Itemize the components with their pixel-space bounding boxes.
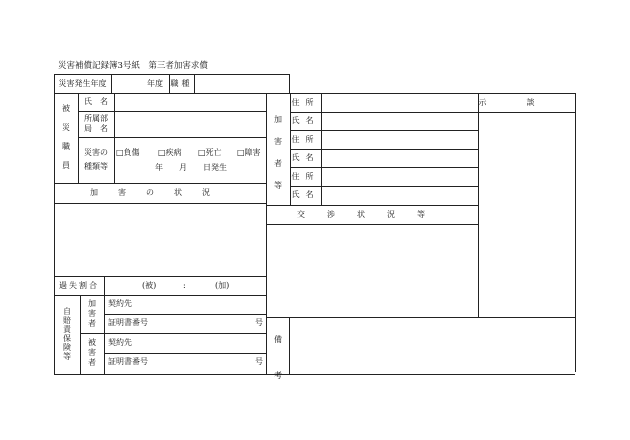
name-label-2: 氏名 xyxy=(291,153,320,162)
name-label-3: 氏名 xyxy=(291,190,320,199)
rule xyxy=(54,276,266,277)
perp-cert-suffix: 号 xyxy=(255,318,263,327)
insurance-side-label: 自賠責保険等 xyxy=(63,307,71,361)
rule xyxy=(290,149,478,150)
address-label-3: 住所 xyxy=(291,172,320,181)
victim-name-label: 氏 名 xyxy=(84,97,108,106)
rule xyxy=(54,183,266,184)
rule xyxy=(266,224,478,225)
rule xyxy=(290,186,478,187)
rule xyxy=(54,374,575,375)
rule xyxy=(290,130,478,131)
fault-label: 過失割合 xyxy=(59,281,99,290)
rule xyxy=(78,137,266,138)
rule xyxy=(80,333,266,334)
rule xyxy=(266,317,575,318)
disaster-type-label-1: 災害の xyxy=(84,148,108,157)
rule xyxy=(54,203,266,204)
victim-cert-suffix: 号 xyxy=(255,357,263,366)
rule xyxy=(266,205,478,206)
year-suffix: 年度 xyxy=(147,79,163,88)
negotiation-label: 交渉状況等 xyxy=(297,210,447,219)
fault-victim: (被) xyxy=(142,281,157,290)
insurance-perpetrator-label: 加害者 xyxy=(88,299,96,328)
rule xyxy=(54,74,290,75)
rule xyxy=(114,93,115,183)
victim-side-label: 被災職員 xyxy=(62,104,70,170)
rule xyxy=(54,93,575,94)
rule xyxy=(289,317,290,374)
option-death[interactable]: □死亡 xyxy=(198,148,222,157)
form-title: 災害補償記録簿3号紙 第三者加害求償 xyxy=(58,61,208,71)
name-label-1: 氏名 xyxy=(291,116,320,125)
rule xyxy=(290,167,478,168)
address-label-1: 住所 xyxy=(291,98,320,107)
rule xyxy=(290,112,478,113)
perp-contract-label: 契約先 xyxy=(108,299,132,308)
fault-perpetrator: (加) xyxy=(215,281,230,290)
rule xyxy=(104,314,266,315)
rule xyxy=(78,111,266,112)
dept-label-2: 局 名 xyxy=(84,124,108,133)
job-label: 職種 xyxy=(170,79,193,88)
address-label-2: 住所 xyxy=(291,135,320,144)
settlement-label: 示談 xyxy=(478,98,575,107)
situation-label: 加害の状況 xyxy=(90,188,230,197)
option-illness[interactable]: □疾病 xyxy=(158,148,182,157)
perp-cert-label: 証明書番号 xyxy=(108,318,148,327)
victim-cert-label: 証明書番号 xyxy=(108,357,148,366)
perpetrator-side-label: 加害者等 xyxy=(274,115,282,190)
rule xyxy=(111,74,112,93)
rule xyxy=(104,295,105,374)
rule xyxy=(54,295,266,296)
disaster-type-label-2: 種類等 xyxy=(84,162,108,171)
rule xyxy=(478,112,575,113)
insurance-victim-label: 被害者 xyxy=(88,338,96,367)
rule xyxy=(478,93,479,317)
remarks-label: 備考 xyxy=(274,335,282,380)
rule xyxy=(104,276,105,295)
option-disability[interactable]: □障害 xyxy=(237,148,261,157)
rule xyxy=(194,74,195,93)
rule xyxy=(80,295,81,374)
rule xyxy=(289,74,290,93)
victim-contract-label: 契約先 xyxy=(108,338,132,347)
occurrence-date: 年 月 日発生 xyxy=(155,163,227,172)
fault-separator: : xyxy=(183,281,186,290)
option-injury[interactable]: □負傷 xyxy=(116,148,140,157)
rule xyxy=(266,93,267,374)
year-label: 災害発生年度 xyxy=(58,79,107,88)
rule xyxy=(104,353,266,354)
rule xyxy=(575,93,576,372)
dept-label-1: 所属部 xyxy=(84,114,108,123)
rule xyxy=(54,74,55,375)
